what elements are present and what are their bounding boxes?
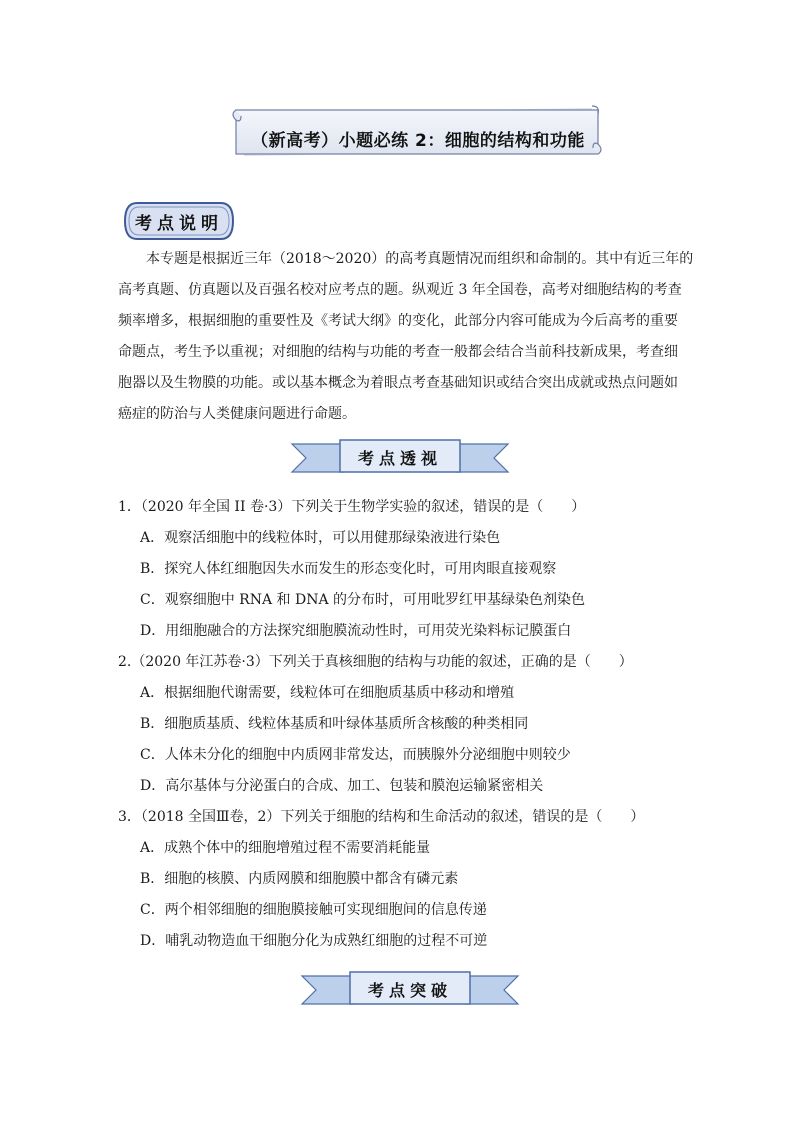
page-title: （新高考）小题必练 2：细胞的结构和功能 xyxy=(251,131,585,151)
section-label-explain: 考点说明 xyxy=(135,214,223,234)
question-option-d: D．高尔基体与分泌蛋白的合成、加工、包装和膜泡运输紧密相关 xyxy=(140,778,544,794)
question-option-c: C．两个相邻细胞的细胞膜接触可实现细胞间的信息传递 xyxy=(140,902,487,918)
section-label-analysis: 考点透视 xyxy=(357,449,442,468)
question-option-b: B．细胞质基质、线粒体基质和叶绿体基质所含核酸的种类相同 xyxy=(140,716,529,732)
question-option-a: A．成熟个体中的细胞增殖过程不需要消耗能量 xyxy=(140,840,431,856)
question-option-a: A．观察活细胞中的线粒体时，可以用健那绿染液进行染色 xyxy=(140,530,501,546)
intro-line: 命题点，考生予以重视；对细胞的结构与功能的考查一般都会结合当前科技新成果，考查细 xyxy=(118,344,678,360)
intro-paragraph xyxy=(118,244,694,430)
question-option-b: B．探究人体红细胞因失水而发生的形态变化时，可用肉眼直接观察 xyxy=(140,561,557,577)
question-3 xyxy=(118,802,678,957)
question-stem: 3．（2018 全国Ⅲ卷，2）下列关于细胞的结构和生命活动的叙述，错误的是（ ） xyxy=(118,809,645,825)
title-banner xyxy=(230,104,606,162)
intro-line: 胞器以及生物膜的功能。或以基本概念为着眼点考查基础知识或结合突出成就或热点问题如 xyxy=(118,375,678,391)
question-option-d: D．哺乳动物造血干细胞分化为成熟红细胞的过程不可逆 xyxy=(140,933,488,949)
question-option-b: B．细胞的核膜、内质网膜和细胞膜中都含有磷元素 xyxy=(140,871,459,887)
question-stem: 1．（2020 年全国 II 卷·3）下列关于生物学实验的叙述，错误的是（ ） xyxy=(118,499,586,515)
section-label-breakthrough: 考点突破 xyxy=(367,981,452,1000)
intro-line: 癌症的防治与人类健康问题进行命题。 xyxy=(118,406,356,422)
intro-line: 高考真题、仿真题以及百强名校对应考点的题。纵观近 3 年全国卷，高考对细胞结构的考查 xyxy=(118,282,682,298)
section-ribbon-analysis xyxy=(290,438,510,478)
question-option-d: D．用细胞融合的方法探究细胞膜流动性时，可用荧光染料标记膜蛋白 xyxy=(140,623,572,639)
intro-line: 频率增多，根据细胞的重要性及《考试大纲》的变化，此部分内容可能成为今后高考的重要 xyxy=(118,313,678,329)
question-option-c: C．人体未分化的细胞中内质网非常发达，而胰腺外分泌细胞中则较少 xyxy=(140,747,571,763)
question-stem: 2.（2020 年江苏卷·3）下列关于真核细胞的结构与功能的叙述，正确的是（ ） xyxy=(118,654,633,670)
question-1 xyxy=(118,492,678,647)
question-option-a: A．根据细胞代谢需要，线粒体可在细胞质基质中移动和增殖 xyxy=(140,685,515,701)
question-option-c: C．观察细胞中 RNA 和 DNA 的分布时，可用吡罗红甲基绿染色剂染色 xyxy=(140,592,585,608)
section-ribbon-breakthrough xyxy=(300,970,520,1010)
intro-line: 本专题是根据近三年（2018～2020）的高考真题情况而组织和命制的。其中有近三年的 xyxy=(146,251,694,267)
section-badge-explain xyxy=(123,201,235,241)
question-2 xyxy=(118,647,678,802)
